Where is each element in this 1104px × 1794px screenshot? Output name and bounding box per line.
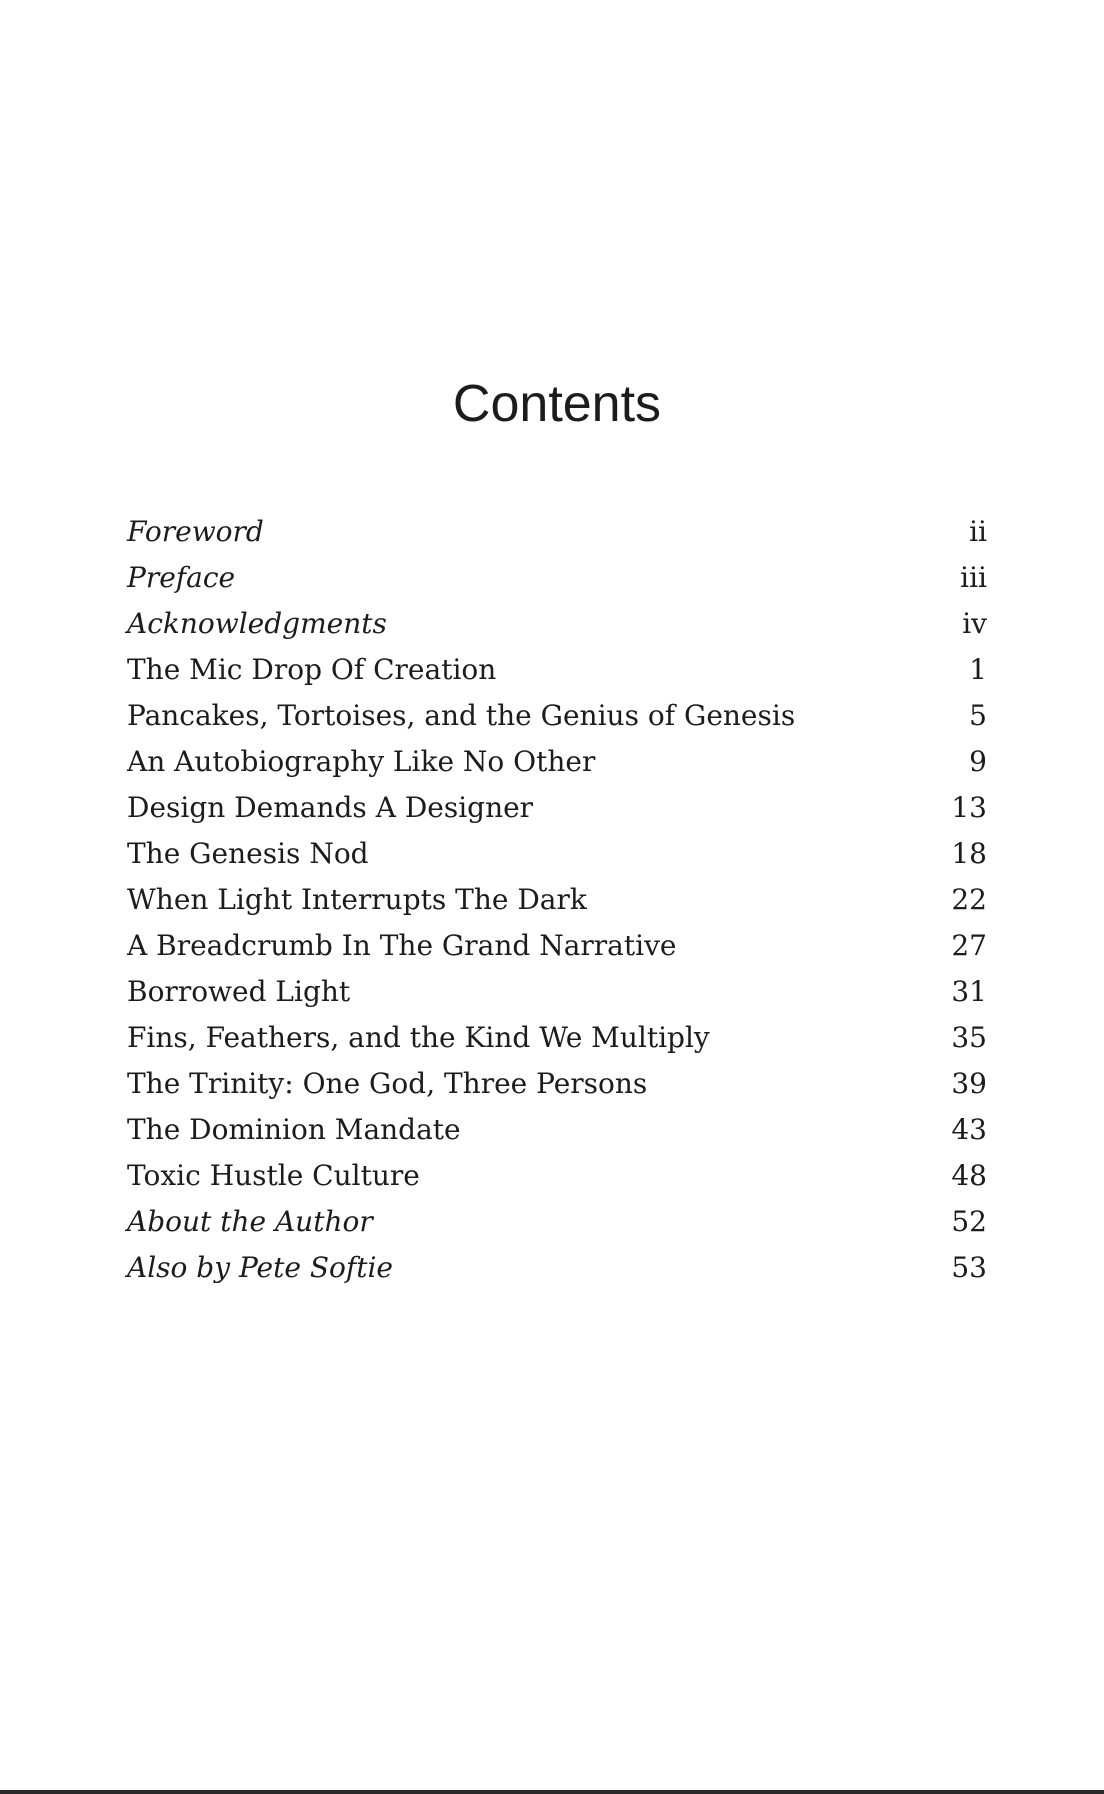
toc-entry-page-number: 13 xyxy=(951,791,987,824)
toc-entry-page-number: 53 xyxy=(951,1251,987,1284)
toc-entry-title: Acknowledgments xyxy=(127,607,387,640)
table-of-contents xyxy=(127,509,987,1291)
toc-entry-title: Also by Pete Softie xyxy=(127,1251,393,1284)
toc-entry[interactable] xyxy=(127,693,987,739)
toc-entry-title: Fins, Feathers, and the Kind We Multiply xyxy=(127,1021,710,1054)
toc-entry[interactable] xyxy=(127,877,987,923)
toc-entry-page-number: ii xyxy=(969,515,987,548)
toc-entry-page-number: iv xyxy=(962,607,987,640)
toc-entry-title: When Light Interrupts The Dark xyxy=(127,883,587,916)
toc-entry[interactable] xyxy=(127,601,987,647)
toc-entry[interactable] xyxy=(127,1061,987,1107)
toc-entry-title: The Trinity: One God, Three Persons xyxy=(127,1067,648,1100)
toc-entry[interactable] xyxy=(127,831,987,877)
toc-entry-title: An Autobiography Like No Other xyxy=(127,745,596,778)
toc-entry-title: The Genesis Nod xyxy=(127,837,369,870)
toc-entry[interactable] xyxy=(127,785,987,831)
toc-entry-title: Toxic Hustle Culture xyxy=(127,1159,420,1192)
toc-entry-page-number: 39 xyxy=(951,1067,987,1100)
toc-entry-page-number: 5 xyxy=(969,699,987,732)
toc-entry-page-number: 31 xyxy=(951,975,987,1008)
toc-entry-page-number: 22 xyxy=(951,883,987,916)
toc-entry-page-number: 18 xyxy=(951,837,987,870)
toc-entry-page-number: 43 xyxy=(951,1113,987,1146)
toc-entry[interactable] xyxy=(127,1245,987,1291)
toc-entry[interactable] xyxy=(127,509,987,555)
toc-entry[interactable] xyxy=(127,647,987,693)
page-bottom-border xyxy=(0,1790,1104,1794)
toc-entry[interactable] xyxy=(127,1199,987,1245)
toc-entry[interactable] xyxy=(127,969,987,1015)
toc-entry-page-number: 52 xyxy=(951,1205,987,1238)
toc-entry[interactable] xyxy=(127,1015,987,1061)
toc-entry-title: Pancakes, Tortoises, and the Genius of Genesis xyxy=(127,699,796,732)
toc-entry[interactable] xyxy=(127,1107,987,1153)
toc-entry-title: Borrowed Light xyxy=(127,975,351,1008)
toc-entry-page-number: 35 xyxy=(951,1021,987,1054)
toc-entry-page-number: 27 xyxy=(951,929,987,962)
toc-entry-page-number: 9 xyxy=(969,745,987,778)
toc-entry[interactable] xyxy=(127,739,987,785)
toc-entry[interactable] xyxy=(127,1153,987,1199)
toc-entry-title: Preface xyxy=(127,561,236,594)
toc-entry-title: The Dominion Mandate xyxy=(127,1113,461,1146)
toc-entry-title: About the Author xyxy=(127,1205,373,1238)
toc-entry-page-number: 48 xyxy=(951,1159,987,1192)
toc-entry-title: Foreword xyxy=(127,515,264,548)
toc-entry[interactable] xyxy=(127,555,987,601)
toc-entry-title: A Breadcrumb In The Grand Narrative xyxy=(127,929,677,962)
toc-entry-title: The Mic Drop Of Creation xyxy=(127,653,497,686)
toc-entry[interactable] xyxy=(127,923,987,969)
toc-entry-title: Design Demands A Designer xyxy=(127,791,534,824)
page-title: Contents xyxy=(452,375,662,433)
toc-entry-page-number: 1 xyxy=(969,653,987,686)
toc-entry-page-number: iii xyxy=(960,561,987,594)
